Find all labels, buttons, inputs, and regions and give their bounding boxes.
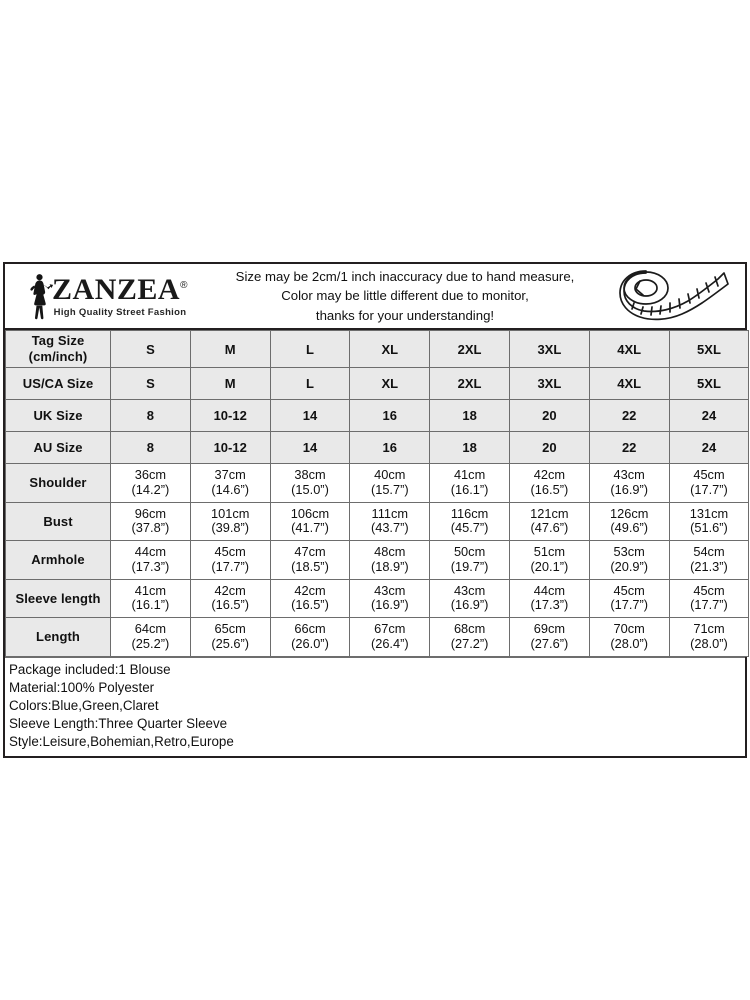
cell-sleeve-length-l: 42cm (16.5”)	[270, 579, 350, 618]
cell-usca-size-4xl: 4XL	[589, 368, 669, 400]
notice-line-1: Size may be 2cm/1 inch inaccuracy due to hand measure,	[235, 269, 575, 285]
table-row	[6, 502, 749, 541]
cell-armhole-4xl: 53cm (20.9”)	[589, 541, 669, 580]
cell-armhole-3xl: 51cm (20.1”)	[509, 541, 589, 580]
cell-tag-size-xl: XL	[350, 331, 430, 368]
brand-logo	[5, 272, 205, 320]
cell-bust-xl: 111cm (43.7”)	[350, 502, 430, 541]
cell-armhole-s: 44cm (17.3”)	[111, 541, 191, 580]
row-header-armhole: Armhole	[6, 541, 111, 580]
row-header-shoulder: Shoulder	[6, 464, 111, 503]
detail-colors: Colors:Blue,Green,Claret	[9, 697, 159, 713]
table-row	[6, 331, 749, 368]
cell-uk-size-s: 8	[111, 400, 191, 432]
cell-shoulder-4xl: 43cm (16.9”)	[589, 464, 669, 503]
cell-sleeve-length-4xl: 45cm (17.7”)	[589, 579, 669, 618]
cell-usca-size-m: M	[190, 368, 270, 400]
table-row	[6, 541, 749, 580]
cell-bust-4xl: 126cm (49.6”)	[589, 502, 669, 541]
row-header-au-size: AU Size	[6, 432, 111, 464]
cell-bust-l: 106cm (41.7”)	[270, 502, 350, 541]
chart-banner	[5, 264, 745, 330]
table-row	[6, 579, 749, 618]
cell-sleeve-length-xl: 43cm (16.9”)	[350, 579, 430, 618]
brand-name: ZANZEA	[52, 272, 181, 306]
cell-sleeve-length-s: 41cm (16.1”)	[111, 579, 191, 618]
cell-au-size-s: 8	[111, 432, 191, 464]
tape-icon-cell	[605, 268, 745, 324]
cell-armhole-5xl: 54cm (21.3”)	[669, 541, 749, 580]
cell-sleeve-length-m: 42cm (16.5”)	[190, 579, 270, 618]
detail-sleeve-length: Sleeve Length:Three Quarter Sleeve	[9, 716, 228, 732]
cell-tag-size-m: M	[190, 331, 270, 368]
registered-mark: ®	[180, 279, 188, 291]
cell-tag-size-2xl: 2XL	[430, 331, 510, 368]
cell-sleeve-length-2xl: 43cm (16.9”)	[430, 579, 510, 618]
cell-tag-size-l: L	[270, 331, 350, 368]
cell-usca-size-2xl: 2XL	[430, 368, 510, 400]
cell-armhole-2xl: 50cm (19.7”)	[430, 541, 510, 580]
cell-au-size-5xl: 24	[669, 432, 749, 464]
detail-style: Style:Leisure,Bohemian,Retro,Europe	[9, 734, 234, 750]
cell-tag-size-s: S	[111, 331, 191, 368]
cell-usca-size-3xl: 3XL	[509, 368, 589, 400]
cell-au-size-xl: 16	[350, 432, 430, 464]
cell-tag-size-3xl: 3XL	[509, 331, 589, 368]
table-row	[6, 400, 749, 432]
cell-usca-size-5xl: 5XL	[669, 368, 749, 400]
cell-usca-size-s: S	[111, 368, 191, 400]
table-row	[6, 618, 749, 657]
brand-tagline: High Quality Street Fashion	[53, 306, 187, 318]
cell-au-size-l: 14	[270, 432, 350, 464]
table-row	[6, 368, 749, 400]
cell-shoulder-2xl: 41cm (16.1”)	[430, 464, 510, 503]
cell-sleeve-length-3xl: 44cm (17.3”)	[509, 579, 589, 618]
cell-bust-5xl: 131cm (51.6”)	[669, 502, 749, 541]
cell-shoulder-l: 38cm (15.0”)	[270, 464, 350, 503]
size-table	[5, 330, 749, 657]
cell-length-2xl: 68cm (27.2”)	[430, 618, 510, 657]
cell-au-size-4xl: 22	[589, 432, 669, 464]
cell-au-size-2xl: 18	[430, 432, 510, 464]
cell-bust-3xl: 121cm (47.6”)	[509, 502, 589, 541]
cell-uk-size-4xl: 22	[589, 400, 669, 432]
detail-package-included: Package included:1 Blouse	[9, 661, 171, 677]
cell-uk-size-5xl: 24	[669, 400, 749, 432]
cell-length-s: 64cm (25.2”)	[111, 618, 191, 657]
cell-sleeve-length-5xl: 45cm (17.7”)	[669, 579, 749, 618]
cell-shoulder-xl: 40cm (15.7”)	[350, 464, 430, 503]
cell-bust-s: 96cm (37.8”)	[111, 502, 191, 541]
row-header-us-ca-size: US/CA Size	[6, 368, 111, 400]
cell-tag-size-4xl: 4XL	[589, 331, 669, 368]
cell-usca-size-l: L	[270, 368, 350, 400]
notice-line-3: thanks for your understanding!	[315, 307, 495, 323]
cell-uk-size-l: 14	[270, 400, 350, 432]
cell-armhole-l: 47cm (18.5”)	[270, 541, 350, 580]
woman-silhouette-icon	[28, 272, 54, 320]
cell-length-3xl: 69cm (27.6”)	[509, 618, 589, 657]
cell-armhole-xl: 48cm (18.9”)	[350, 541, 430, 580]
measurement-notice	[205, 267, 605, 324]
cell-shoulder-m: 37cm (14.6”)	[190, 464, 270, 503]
cell-length-xl: 67cm (26.4”)	[350, 618, 430, 657]
size-chart-panel	[3, 262, 747, 758]
cell-length-4xl: 70cm (28.0”)	[589, 618, 669, 657]
cell-uk-size-xl: 16	[350, 400, 430, 432]
table-row	[6, 464, 749, 503]
size-table-body	[6, 331, 749, 657]
measuring-tape-icon	[616, 268, 734, 324]
cell-tag-size-5xl: 5XL	[669, 331, 749, 368]
cell-shoulder-3xl: 42cm (16.5”)	[509, 464, 589, 503]
row-header-sleeve-length: Sleeve length	[6, 579, 111, 618]
table-row	[6, 432, 749, 464]
brand-wordmark	[52, 272, 188, 318]
cell-au-size-3xl: 20	[509, 432, 589, 464]
cell-bust-m: 101cm (39.8”)	[190, 502, 270, 541]
cell-bust-2xl: 116cm (45.7”)	[430, 502, 510, 541]
row-header-uk-size: UK Size	[6, 400, 111, 432]
cell-armhole-m: 45cm (17.7”)	[190, 541, 270, 580]
cell-length-5xl: 71cm (28.0”)	[669, 618, 749, 657]
detail-material: Material:100% Polyester	[9, 679, 155, 695]
cell-uk-size-3xl: 20	[509, 400, 589, 432]
cell-shoulder-5xl: 45cm (17.7”)	[669, 464, 749, 503]
row-header-length: Length	[6, 618, 111, 657]
cell-length-m: 65cm (25.6”)	[190, 618, 270, 657]
cell-uk-size-m: 10-12	[190, 400, 270, 432]
row-header-bust: Bust	[6, 502, 111, 541]
notice-line-2: Color may be little different due to monitor,	[281, 288, 529, 304]
cell-au-size-m: 10-12	[190, 432, 270, 464]
cell-shoulder-s: 36cm (14.2”)	[111, 464, 191, 503]
cell-uk-size-2xl: 18	[430, 400, 510, 432]
cell-length-l: 66cm (26.0”)	[270, 618, 350, 657]
cell-usca-size-xl: XL	[350, 368, 430, 400]
product-details	[5, 657, 745, 756]
row-header-tag-size: Tag Size (cm/inch)	[6, 331, 111, 368]
